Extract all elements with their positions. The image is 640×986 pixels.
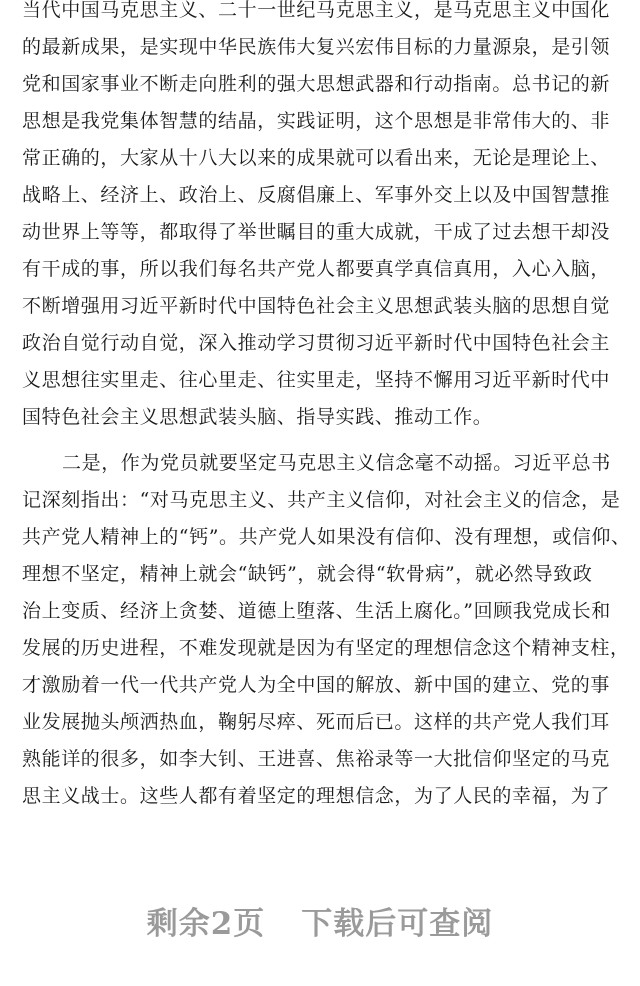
text-line: 国特色社会主义思想武装头脑、指导实践、推动工作。	[22, 406, 493, 428]
text-line: 党和国家事业不断走向胜利的强大思想武器和行动指南。总书记的新	[22, 73, 611, 95]
text-line: 战略上、经济上、政治上、反腐倡廉上、军事外交上以及中国智慧推	[22, 184, 611, 206]
text-line: 有干成的事，所以我们每名共产党人都要真学真信真用，入心入脑，	[22, 258, 611, 280]
paragraph-first-line: 二是，作为党员就要坚定马克思主义信念毫不动摇。习近平总书	[62, 452, 611, 474]
text-line: 义思想往实里走、往心里走、往实里走，坚持不懈用习近平新时代中	[22, 369, 611, 391]
download-banner[interactable]	[0, 898, 640, 950]
download-hint-label: 下载后可查阅	[301, 906, 494, 942]
text-line: 治上变质、经济上贪婪、道德上堕落、生活上腐化。”回顾我党成长和	[22, 600, 611, 622]
text-line: 常正确的，大家从十八大以来的成果就可以看出来，无论是理论上、	[22, 147, 611, 169]
text-line: 思想是我党集体智慧的结晶，实践证明，这个思想是非常伟大的、非	[22, 110, 611, 132]
text-line: 业发展抛头颅洒热血，鞠躬尽瘁、死而后已。这样的共产党人我们耳	[22, 711, 611, 733]
text-line: 当代中国马克思主义、二十一世纪马克思主义，是马克思主义中国化	[22, 0, 611, 21]
text-line: 动世界上等等，都取得了举世瞩目的重大成就，干成了过去想干却没	[22, 221, 611, 243]
text-line: 熟能详的很多，如李大钊、王进喜、焦裕录等一大批信仰坚定的马克	[22, 748, 611, 770]
text-line: 思主义战士。这些人都有着坚定的理想信念，为了人民的幸福，为了	[22, 785, 611, 807]
text-line: 不断增强用习近平新时代中国特色社会主义思想武装头脑的思想自觉	[22, 295, 611, 317]
remaining-pages-label: 剩余2页	[146, 906, 266, 942]
text-line: 的最新成果，是实现中华民族伟大复兴宏伟目标的力量源泉，是引领	[22, 36, 611, 58]
text-line: 才激励着一代一代共产党人为全中国的解放、新中国的建立、党的事	[22, 674, 611, 696]
text-line: 共产党人精神上的“钙”。共产党人如果没有信仰、没有理想，或信仰、	[22, 526, 631, 548]
text-line: 记深刻指出：“对马克思主义、共产主义信仰，对社会主义的信念，是	[22, 489, 621, 511]
text-line: 政治自觉行动自觉，深入推动学习贯彻习近平新时代中国特色社会主	[22, 332, 611, 354]
text-line: 发展的历史进程，不难发现就是因为有坚定的理想信念这个精神支柱，	[22, 637, 630, 659]
text-line: 理想不坚定，精神上就会“缺钙”，就会得“软骨病”，就必然导致政	[22, 563, 593, 585]
